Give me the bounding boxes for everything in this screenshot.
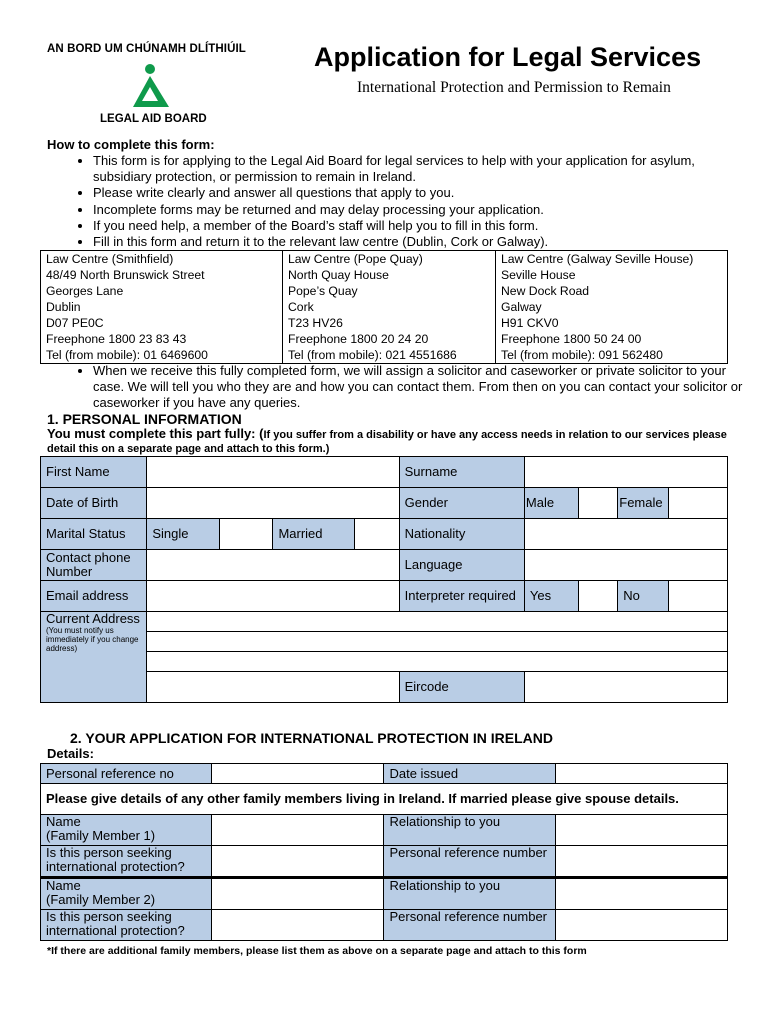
date-issued-field[interactable] [556, 764, 728, 784]
logo-body [133, 76, 169, 107]
family-table [40, 763, 728, 941]
legal-aid-board-logo-icon [131, 63, 171, 109]
org-name-irish: AN BORD UM CHÚNAMH DLÍTHIÚIL [47, 43, 246, 55]
eircode-field[interactable] [524, 672, 727, 703]
law-centres-table [40, 250, 728, 364]
email-field[interactable] [147, 581, 399, 612]
family1-ref-field[interactable] [556, 846, 728, 878]
yes-label: Yes [524, 581, 578, 612]
family1-seeking-field[interactable] [211, 846, 384, 878]
family2-seeking-label: Is this person seeking international protection? [41, 910, 212, 941]
personal-ref-label: Personal reference no [41, 764, 212, 784]
marital-status-label: Marital Status [41, 519, 147, 550]
family1-relationship-field[interactable] [556, 815, 728, 846]
male-label: Male [524, 488, 578, 519]
family2-seeking-field[interactable] [211, 910, 384, 941]
board-name: LEGAL AID BOARD [100, 113, 207, 125]
family1-ref-label: Personal reference number [384, 846, 556, 878]
married-label: Married [273, 519, 355, 550]
family2-name-label: Name (Family Member 2) [41, 878, 212, 910]
dob-label: Date of Birth [41, 488, 147, 519]
page-subtitle: International Protection and Permission to Remain [357, 79, 671, 96]
family2-ref-label: Personal reference number [384, 910, 556, 941]
address-line-1[interactable] [147, 612, 728, 632]
surname-field[interactable] [524, 457, 727, 488]
nationality-field[interactable] [524, 519, 727, 550]
howto-item: • Fill in this form and return it to the relevant law centre (Dublin, Cork or Galway). [93, 234, 753, 250]
dob-field[interactable] [147, 488, 399, 519]
family1-seeking-label: Is this person seeking international protection? [41, 846, 212, 878]
section1-instructions: You must complete this part fully: (If you suffer from a disability or have any access needs in relation to our services please detail this on a separate page and attach to this form.) [47, 426, 727, 455]
no-label: No [618, 581, 668, 612]
family2-name-field[interactable] [211, 878, 384, 910]
address-line-2[interactable] [147, 632, 728, 652]
family2-relationship-field[interactable] [556, 878, 728, 910]
first-name-field[interactable] [147, 457, 399, 488]
law-centre-cork: Law Centre (Pope Quay) North Quay House Pope’s Quay Cork T23 HV26 Freephone 1800 20 24 20 Tel (from mobile): 021 4551686 [283, 251, 496, 364]
section2-heading: 2. YOUR APPLICATION FOR INTERNATIONAL PROTECTION IN IRELAND [70, 730, 554, 746]
current-address-label: Current Address (You must notify us immediately if you change address) [41, 612, 147, 703]
assignment-item: • When we receive this fully completed form, we will assign a solicitor and caseworker or private solicitor to your case. We will tell you who they are and how you can contact them. From then on you can contact your solicitor or caseworker if you have any queries. [93, 363, 753, 412]
date-issued-label: Date issued [384, 764, 556, 784]
assignment-note [70, 363, 753, 412]
single-checkbox[interactable] [220, 519, 273, 550]
details-label: Details: [47, 746, 94, 761]
eircode-label: Eircode [399, 672, 524, 703]
address-line-3[interactable] [147, 652, 728, 672]
email-label: Email address [41, 581, 147, 612]
family2-relationship-label: Relationship to you [384, 878, 556, 910]
address-line-4[interactable] [147, 672, 399, 703]
howto-item: • This form is for applying to the Legal Aid Board for legal services to help with your application for asylum, subsidiary protection, or permission to remain in Ireland. [93, 153, 753, 185]
female-checkbox[interactable] [668, 488, 727, 519]
law-centre-galway: Law Centre (Galway Seville House) Seville House New Dock Road Galway H91 CKV0 Freephone 1800 50 24 00 Tel (from mobile): 091 562480 [496, 251, 728, 364]
family1-relationship-label: Relationship to you [384, 815, 556, 846]
language-field[interactable] [524, 550, 727, 581]
first-name-label: First Name [41, 457, 147, 488]
logo-head [145, 64, 155, 74]
page-title: Application for Legal Services [314, 42, 702, 72]
howto-item: • Please write clearly and answer all questions that apply to you. [93, 185, 753, 201]
no-checkbox[interactable] [668, 581, 727, 612]
footnote: *If there are additional family members, please list them as above on a separate page and attach to this form [47, 945, 587, 957]
address-note: (You must notify us immediately if you change address) [46, 626, 139, 653]
howto-list [70, 153, 753, 250]
gender-label: Gender [399, 488, 524, 519]
howto-heading: How to complete this form: [47, 137, 215, 152]
family1-name-label: Name (Family Member 1) [41, 815, 212, 846]
single-label: Single [147, 519, 220, 550]
family1-name-field[interactable] [211, 815, 384, 846]
language-label: Language [399, 550, 524, 581]
married-checkbox[interactable] [355, 519, 400, 550]
law-centre-dublin: Law Centre (Smithfield) 48/49 North Brunswick Street Georges Lane Dublin D07 PE0C Freephone 1800 23 83 43 Tel (from mobile): 01 6469600 [41, 251, 283, 364]
contact-phone-field[interactable] [147, 550, 399, 581]
family-note: Please give details of any other family members living in Ireland. If married please give spouse details. [41, 784, 728, 815]
howto-item: • Incomplete forms may be returned and may delay processing your application. [93, 202, 753, 218]
personal-ref-field[interactable] [211, 764, 384, 784]
howto-item: • If you need help, a member of the Board’s staff will help you to fill in this form. [93, 218, 753, 234]
yes-checkbox[interactable] [578, 581, 618, 612]
surname-label: Surname [399, 457, 524, 488]
interpreter-label: Interpreter required [399, 581, 524, 612]
male-checkbox[interactable] [578, 488, 618, 519]
contact-phone-label: Contact phone Number [41, 550, 147, 581]
section1-heading: 1. PERSONAL INFORMATION [47, 411, 242, 427]
family2-ref-field[interactable] [556, 910, 728, 941]
personal-info-table [40, 456, 728, 703]
nationality-label: Nationality [399, 519, 524, 550]
female-label: Female [618, 488, 668, 519]
